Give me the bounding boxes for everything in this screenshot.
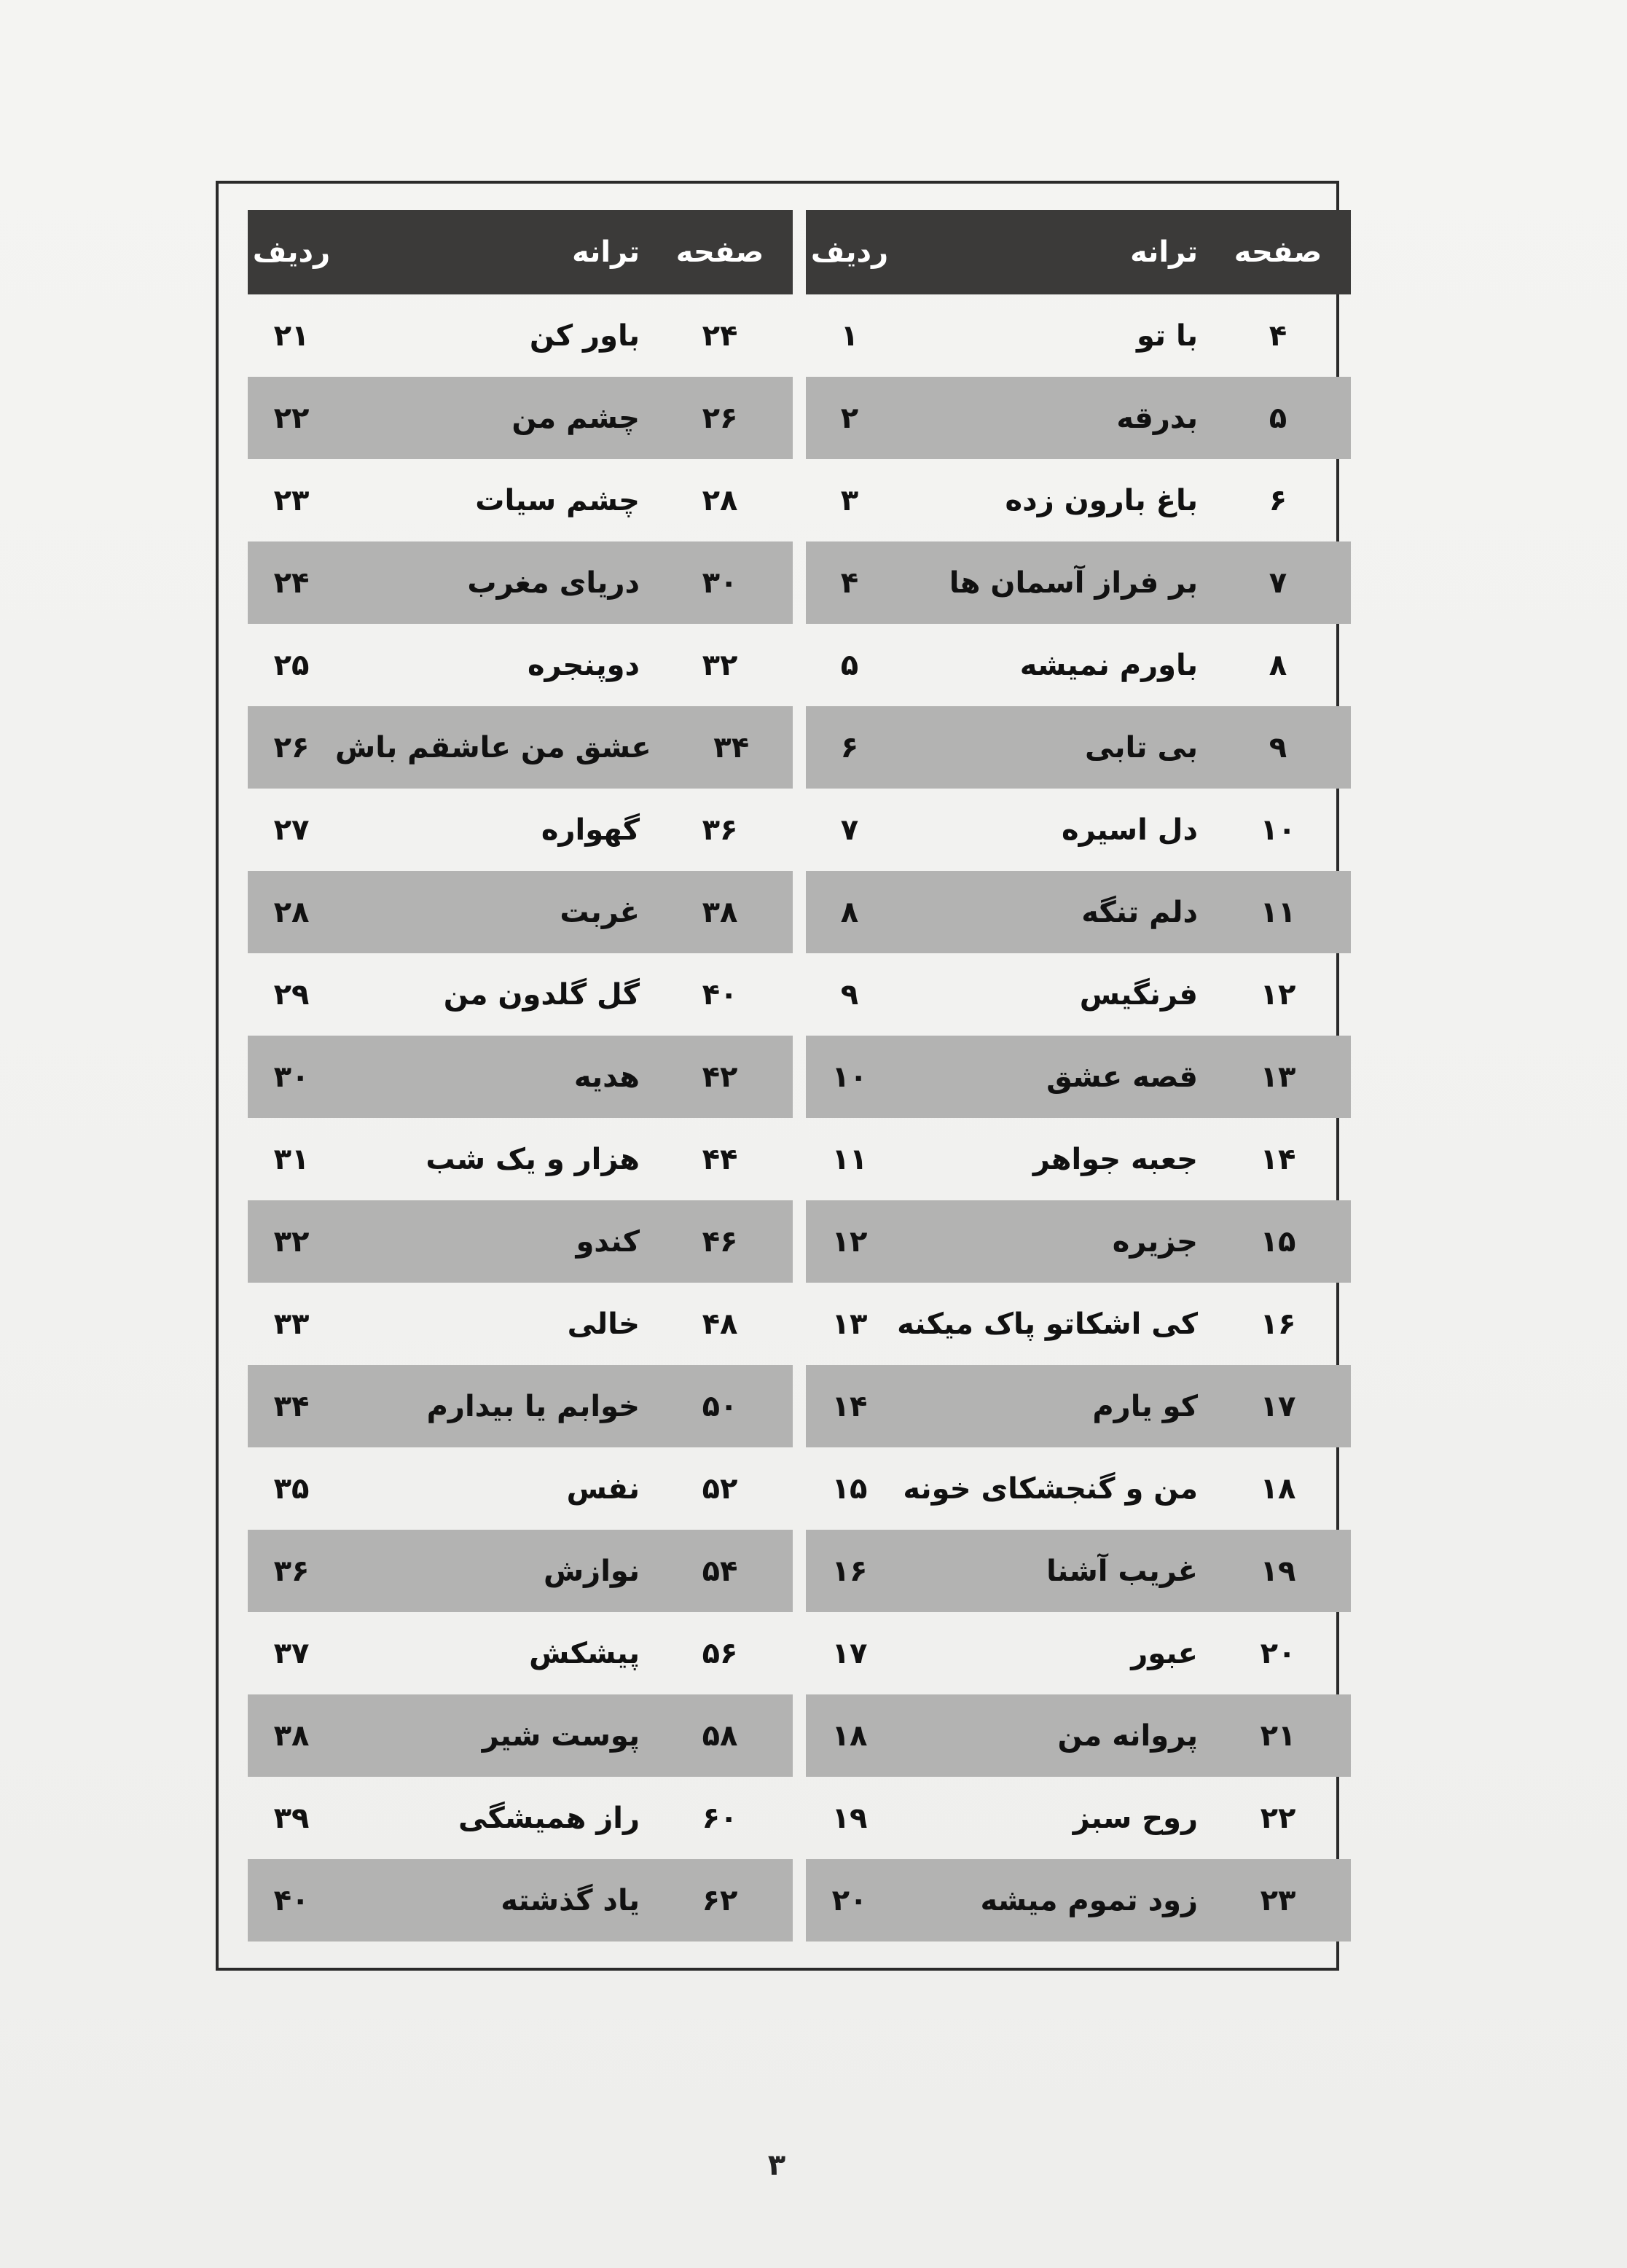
table-row [806, 1200, 1351, 1283]
table-row [806, 1859, 1351, 1942]
song-title: نوازش [543, 1554, 640, 1588]
song-title: غربت [560, 895, 640, 929]
page-ref: ۷ [1269, 566, 1287, 600]
song-title: باغ بارون زده [1005, 483, 1198, 517]
song-title: بدرقه [1116, 401, 1198, 435]
table-row [806, 459, 1351, 541]
song-title: قصه عشق [1046, 1060, 1198, 1094]
row-index: ۲ [840, 401, 859, 435]
row-index: ۸ [840, 895, 859, 929]
table-row [248, 294, 793, 377]
page-ref: ۴۲ [702, 1060, 738, 1094]
page-ref: ۵۴ [702, 1554, 738, 1588]
row-index: ۳۰ [273, 1060, 310, 1094]
page-ref: ۱۲ [1260, 977, 1296, 1012]
song-title: عبور [1131, 1636, 1198, 1670]
song-title: هزار و یک شب [426, 1142, 640, 1176]
page-ref: ۹ [1269, 730, 1287, 765]
row-index: ۵ [840, 648, 859, 682]
row-index: ۳۲ [273, 1224, 310, 1259]
song-title: کی اشکاتو پاک میکنه [897, 1307, 1198, 1341]
row-index: ۳۷ [273, 1636, 310, 1670]
table-row [248, 1694, 793, 1777]
table-row [248, 377, 793, 459]
row-index: ۳۸ [273, 1718, 310, 1753]
song-title: بی تابی [1085, 730, 1198, 765]
song-title: دلم تنگه [1081, 895, 1198, 929]
table-row [806, 541, 1351, 624]
page-ref: ۲۰ [1260, 1636, 1296, 1670]
table-row [248, 789, 793, 871]
page-ref: ۲۸ [702, 483, 738, 517]
song-title: جعبه جواهر [1032, 1142, 1198, 1176]
song-title: راز همیشگی [458, 1801, 640, 1835]
row-index: ۳۴ [273, 1389, 310, 1423]
row-index: ۷ [840, 813, 859, 847]
song-title: دریای مغرب [467, 566, 640, 600]
table-row [806, 377, 1351, 459]
header-index: ردیف [810, 235, 889, 269]
header-index: ردیف [252, 235, 331, 269]
row-index: ۲۷ [273, 813, 310, 847]
row-index: ۱۴ [831, 1389, 868, 1423]
header-song: ترانه [572, 235, 640, 269]
song-title: باور کن [529, 318, 640, 353]
page-ref: ۵۲ [702, 1471, 738, 1506]
song-title: زود تموم میشه [980, 1883, 1198, 1917]
table-row [248, 953, 793, 1036]
row-index: ۴۰ [273, 1883, 310, 1917]
page-ref: ۱۴ [1260, 1142, 1296, 1176]
header-song: ترانه [1130, 235, 1198, 269]
page-ref: ۳۴ [713, 730, 750, 765]
page-ref: ۵ [1269, 401, 1287, 435]
table-row [248, 706, 793, 789]
table-row [806, 871, 1351, 953]
row-index: ۱۸ [831, 1718, 868, 1753]
row-index: ۲۴ [273, 566, 310, 600]
song-title: هدیه [573, 1060, 640, 1094]
row-index: ۱۳ [831, 1307, 868, 1341]
table-row [806, 1036, 1351, 1118]
table-row [806, 1612, 1351, 1694]
table-row [248, 1859, 793, 1942]
page-ref: ۳۲ [702, 648, 738, 682]
page-ref: ۱۰ [1260, 813, 1296, 847]
row-index: ۱۱ [831, 1142, 868, 1176]
song-title: چشم سیات [475, 483, 640, 517]
row-index: ۳۹ [273, 1801, 310, 1835]
table-header [248, 210, 793, 294]
song-title: بر فراز آسمان ها [949, 566, 1198, 600]
row-index: ۳ [840, 483, 859, 517]
page-ref: ۲۱ [1260, 1718, 1296, 1753]
row-index: ۳۵ [273, 1471, 310, 1506]
table-row [806, 294, 1351, 377]
row-index: ۳۶ [273, 1554, 310, 1588]
table-row [248, 1530, 793, 1612]
row-index: ۹ [840, 977, 859, 1012]
page-ref: ۱۶ [1260, 1307, 1296, 1341]
page-ref: ۱۵ [1260, 1224, 1296, 1259]
table-row [248, 1447, 793, 1530]
row-index: ۱۷ [831, 1636, 868, 1670]
table-row [806, 953, 1351, 1036]
table-row [248, 459, 793, 541]
song-title: فرنگیس [1079, 977, 1198, 1012]
page-ref: ۱۹ [1260, 1554, 1296, 1588]
row-index: ۶ [840, 730, 859, 765]
row-index: ۲۹ [273, 977, 310, 1012]
page-ref: ۶۰ [702, 1801, 738, 1835]
song-title: با تو [1136, 318, 1198, 353]
page-ref: ۵۸ [702, 1718, 738, 1753]
page-ref: ۵۰ [702, 1389, 738, 1423]
page-ref: ۴ [1269, 318, 1287, 353]
page-ref: ۳۰ [702, 566, 738, 600]
page-ref: ۲۳ [1260, 1883, 1296, 1917]
table-row [806, 1283, 1351, 1365]
song-title: خوابم یا بیدارم [426, 1389, 640, 1423]
table-row [248, 1612, 793, 1694]
row-index: ۲۰ [831, 1883, 868, 1917]
table-row [248, 541, 793, 624]
page-ref: ۲۶ [702, 401, 738, 435]
page-ref: ۲۲ [1260, 1801, 1296, 1835]
song-title: گل گلدون من [443, 977, 640, 1012]
table-row [248, 624, 793, 706]
page-ref: ۶۲ [702, 1883, 738, 1917]
song-title: پوست شیر [482, 1718, 640, 1753]
page-ref: ۸ [1269, 648, 1287, 682]
toc-table-left [248, 210, 793, 1942]
table-row [806, 1365, 1351, 1447]
song-title: پیشکش [529, 1636, 640, 1670]
song-title: خالی [567, 1307, 640, 1341]
row-index: ۱۵ [831, 1471, 868, 1506]
toc-table-right [806, 210, 1351, 1942]
song-title: یاد گذشته [501, 1883, 640, 1917]
page-ref: ۳۸ [702, 895, 738, 929]
page-ref: ۲۴ [702, 318, 738, 353]
row-index: ۳۳ [273, 1307, 310, 1341]
song-title: کو یارم [1092, 1389, 1198, 1423]
page-ref: ۴۰ [702, 977, 738, 1012]
row-index: ۲۸ [273, 895, 310, 929]
page-ref: ۱۸ [1260, 1471, 1296, 1506]
table-row [248, 871, 793, 953]
song-title: دوپنجره [527, 648, 640, 682]
table-row [806, 1777, 1351, 1859]
row-index: ۲۶ [273, 730, 310, 765]
page-ref: ۶ [1269, 483, 1287, 517]
table-row [806, 1447, 1351, 1530]
table-row [806, 624, 1351, 706]
row-index: ۲۱ [273, 318, 310, 353]
row-index: ۱۰ [831, 1060, 868, 1094]
song-title: گهواره [541, 813, 640, 847]
song-title: کندو [576, 1224, 640, 1259]
table-row [806, 1530, 1351, 1612]
song-title: باورم نمیشه [1019, 648, 1198, 682]
song-title: عشق من عاشقم باش [335, 730, 651, 765]
page-ref: ۴۸ [702, 1307, 738, 1341]
table-row [248, 1777, 793, 1859]
song-title: دل اسیره [1061, 813, 1198, 847]
song-title: چشم من [511, 401, 640, 435]
table-row [806, 789, 1351, 871]
table-row [248, 1365, 793, 1447]
header-page: صفحه [1234, 235, 1322, 269]
table-row [248, 1283, 793, 1365]
row-index: ۱۶ [831, 1554, 868, 1588]
page-ref: ۴۶ [702, 1224, 738, 1259]
row-index: ۴ [840, 566, 859, 600]
page-ref: ۱۱ [1260, 895, 1296, 929]
table-row [248, 1200, 793, 1283]
song-title: غریب آشنا [1046, 1554, 1198, 1588]
song-title: پروانه من [1057, 1718, 1198, 1753]
page-ref: ۱۷ [1260, 1389, 1296, 1423]
table-row [806, 1118, 1351, 1200]
row-index: ۲۳ [273, 483, 310, 517]
header-page: صفحه [675, 235, 764, 269]
page-ref: ۵۶ [702, 1636, 738, 1670]
page-number: ۳ [767, 2148, 786, 2182]
page-ref: ۱۳ [1260, 1060, 1296, 1094]
song-title: نفس [566, 1471, 640, 1506]
row-index: ۱۲ [831, 1224, 868, 1259]
table-row [248, 1036, 793, 1118]
row-index: ۱ [840, 318, 859, 353]
row-index: ۲۲ [273, 401, 310, 435]
song-title: جزیره [1112, 1224, 1198, 1259]
row-index: ۲۵ [273, 648, 310, 682]
row-index: ۳۱ [273, 1142, 310, 1176]
table-row [806, 706, 1351, 789]
row-index: ۱۹ [831, 1801, 868, 1835]
table-row [248, 1118, 793, 1200]
song-title: روح سبز [1073, 1801, 1198, 1835]
song-title: من و گنجشکای خونه [903, 1471, 1198, 1506]
page-ref: ۴۴ [702, 1142, 738, 1176]
page-ref: ۳۶ [702, 813, 738, 847]
table-row [806, 1694, 1351, 1777]
table-header [806, 210, 1351, 294]
